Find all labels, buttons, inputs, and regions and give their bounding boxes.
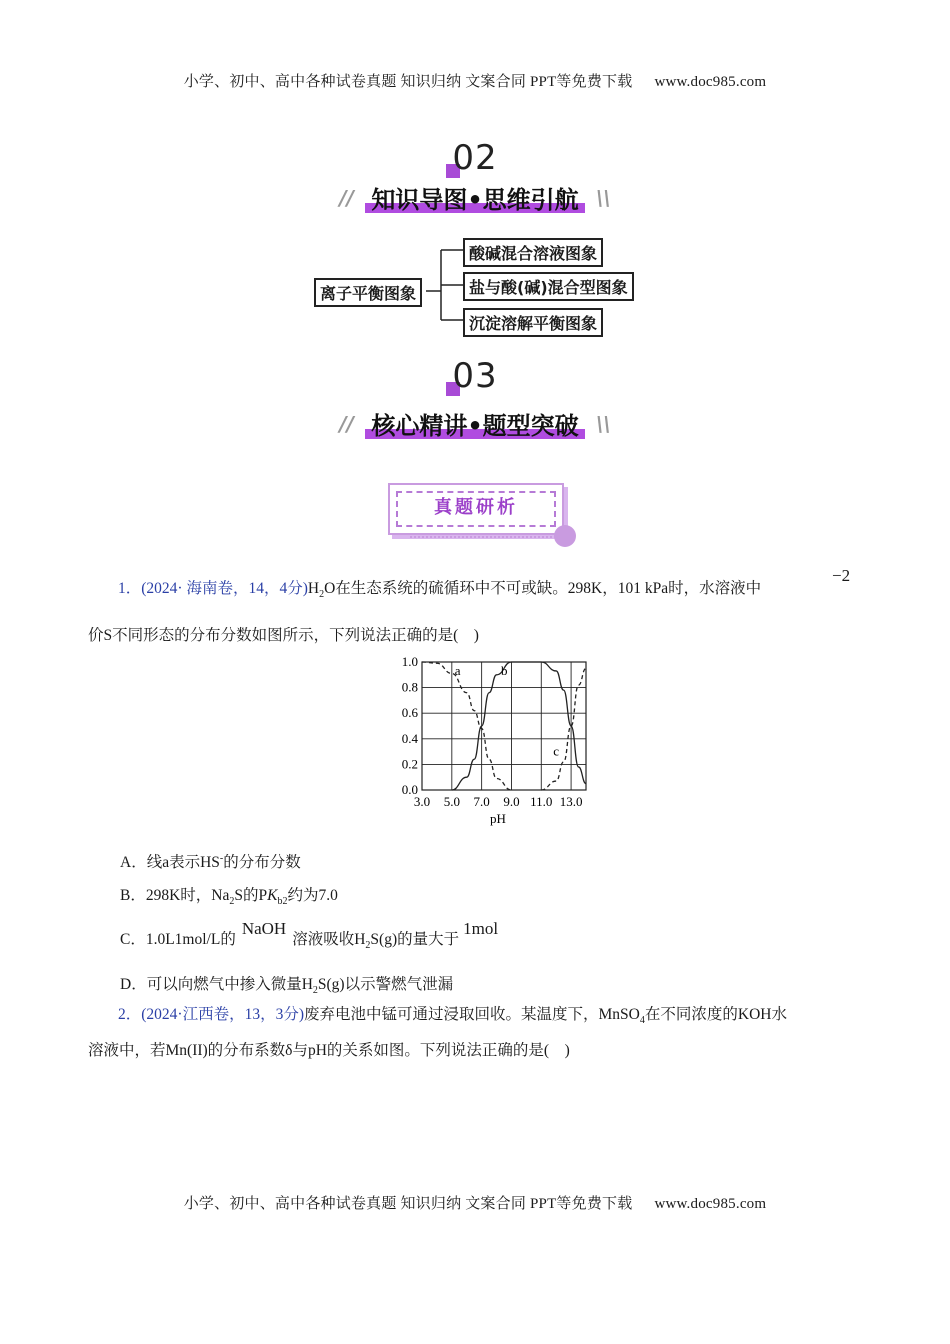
header-text: 小学、初中、高中各种试卷真题 知识归纳 文案合同 PPT等免费下载 (183, 74, 633, 90)
section-number-02: 02 (0, 138, 950, 178)
footer-url[interactable]: www.doc985.com (654, 1196, 767, 1212)
q2-line2: 溶液中，若Mn(II)的分布系数δ与pH的关系如图。下列说法正确的是( ) (88, 1042, 570, 1059)
section-banner-03 (0, 406, 950, 441)
x-axis-label: pH (490, 811, 506, 826)
footer-text: 小学、初中、高中各种试卷真题 知识归纳 文案合同 PPT等免费下载 (183, 1196, 633, 1212)
mindmap-branch-2: 盐与酸(碱)混合型图象 (463, 272, 634, 301)
plot-frame (422, 662, 586, 790)
y-tick-label: 1.0 (401, 654, 418, 669)
chart-curves (422, 662, 586, 790)
q1-option-d[interactable]: D．可以向燃气中掺入微量$H_2S(g)$以示警燃气泄漏 (120, 976, 454, 997)
q1-option-b[interactable]: B．298K时，$Na_2S$的$PK_{b2}$约为7.0 (120, 887, 338, 908)
header-url[interactable]: www.doc985.com (654, 74, 767, 90)
chart-labels (455, 663, 559, 759)
page-footer (0, 1192, 950, 1213)
q1-line1: 1．(2024· 海南卷，14，4分)$H_2O$在生态系统的硫循环中不可或缺。298K，101 kPa时，水溶液中 (118, 580, 762, 601)
x-tick-label: 3.0 (413, 794, 431, 809)
distribution-chart (380, 652, 610, 832)
mindmap-root: 离子平衡图象 (314, 278, 422, 307)
x-tick-label: 11.0 (530, 794, 553, 809)
tag-label: 真题研析 (396, 491, 556, 527)
q1-option-a[interactable]: A．线a表示HS-的分布分数 (120, 852, 301, 871)
section-number-03: 03 (0, 356, 950, 396)
curve-label-a: a (454, 662, 461, 678)
dotted-decoration (410, 536, 560, 542)
curve-label-c: c (553, 743, 559, 759)
q1-option-c[interactable]: C．1.0L1mol/L的NaOH溶液吸收$H_2S(g)$的量大于1mol (120, 919, 499, 952)
slash-decoration: \\ (596, 186, 611, 210)
x-tick-label: 5.0 (443, 794, 460, 809)
y-tick-label: 0.6 (401, 705, 418, 721)
curve-b (452, 662, 586, 790)
q2-line1: 2．(2024·江西卷，13，3分)废弃电池中锰可通过浸取回收。某温度下，MnSO$_4$在不同浓度的KOH水 (118, 1006, 787, 1027)
q1-charge: −2 (832, 566, 851, 585)
section-title-02: // 知识导图•思维引航 \\ (339, 186, 611, 214)
slash-decoration: // (339, 186, 354, 210)
chart-grid (422, 662, 586, 790)
slash-decoration: // (339, 412, 354, 436)
y-tick-label: 0.8 (401, 679, 418, 695)
x-tick-label: 7.0 (473, 794, 490, 809)
x-tick-label: 9.0 (503, 794, 520, 809)
y-tick-label: 0.0 (401, 782, 418, 797)
mindmap-branch-1: 酸碱混合溶液图象 (463, 238, 603, 267)
curve-label-b: b (501, 662, 508, 678)
x-tick-label: 13.0 (559, 794, 583, 809)
q1-source: (2024· 海南卷，14，4分) (141, 580, 308, 597)
q2-source: (2024·江西卷，13，3分) (141, 1006, 305, 1023)
slash-decoration: \\ (596, 412, 611, 436)
q1-line2: 价S不同形态的分布分数如图所示，下列说法正确的是( ) (88, 627, 479, 644)
real-exam-tag (388, 483, 564, 535)
chart-ticks (402, 654, 583, 826)
y-tick-label: 0.2 (401, 756, 418, 772)
y-tick-label: 0.4 (401, 730, 418, 746)
mindmap-branch-3: 沉淀溶解平衡图象 (463, 308, 603, 337)
curve-a (422, 662, 511, 790)
curve-c (541, 668, 586, 790)
section-title-03: // 核心精讲•题型突破 \\ (339, 412, 611, 440)
